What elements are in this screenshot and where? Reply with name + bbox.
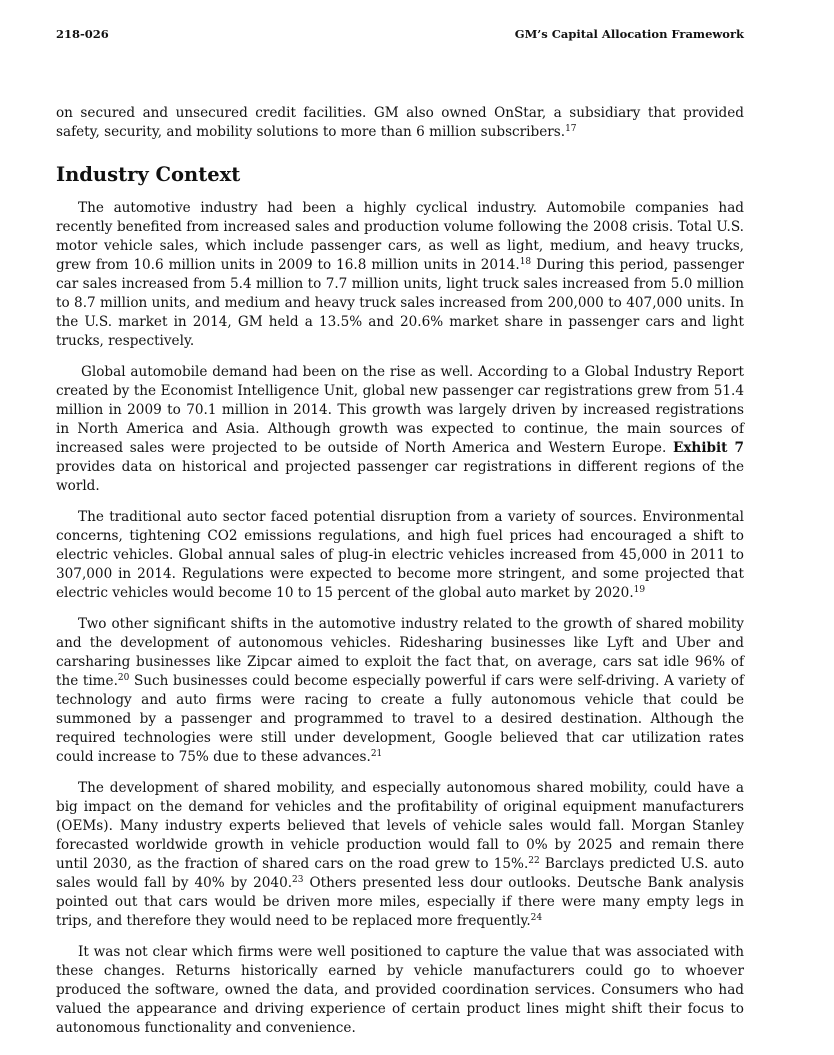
paragraph-value-capture: It was not clear which firms were well positioned to capture the value that was associated with these changes. Returns historically earned by vehicle manufacturers could go to whoever produced the software, owned the data, and provided coordination services. Consumers who had valued the appearance and driving experience of certain product lines might shift their focus to autonomous functionality and convenience. bbox=[56, 944, 744, 1036]
footnote-ref[interactable]: 18 bbox=[519, 257, 532, 267]
paragraph-cyclical: The automotive industry had been a highly cyclical industry. Automobile companies had recently benefited from increased sales and production volume following the 2008 crisis. Total U.S. motor vehicle sales, which include passenger cars, as well as light, medium, and heavy trucks, grew from 10.6 million units in 2009 to 16.8 million units in 2014.18 During this period, passenger car sales increased from 5.4 million to 7.7 million units, light truck sales increased from 5.0 million to 8.7 million units, and medium and heavy truck sales increased from 200,000 to 407,000 units. In the U.S. market in 2014, GM held a 13.5% and 20.6% market share in passenger cars and light trucks, respectively. bbox=[56, 200, 744, 349]
footnote-ref[interactable]: 22 bbox=[528, 856, 540, 866]
footnote-ref[interactable]: 17 bbox=[565, 124, 577, 134]
running-title: GM’s Capital Allocation Framework bbox=[514, 27, 744, 41]
exhibit-reference[interactable]: Exhibit 7 bbox=[672, 440, 744, 456]
paragraph-global-demand: Global automobile demand had been on the rise as well. According to a Global Industry Report created by the Economist Intelligence Unit, global new passenger car registrations grew from 51.4 million in 2009 to 70.1 million in 2014. This growth was largely driven by increased registrations in North America and Asia. Although growth was expected to continue, the main sources of increased sales were projected to be outside of North America and Western Europe. Exhibit 7 provides data on historical and projected passenger car registrations in different regions of the world. bbox=[56, 364, 744, 494]
page-header bbox=[56, 27, 744, 45]
document-body bbox=[56, 104, 744, 1050]
paragraph-shared-mobility: Two other significant shifts in the automotive industry related to the growth of shared mobility and the development of autonomous vehicles. Ridesharing businesses like Lyft and Uber and carsharing businesses like Zipcar aimed to exploit the fact that, on average, cars sat idle 96% of the time.$^{20}$ Such businesses could become especially powerful if cars were self-driving. A variety of technology and auto firms were racing to create a fully autonomous vehicle that could be summoned by a passenger and programmed to travel to a desired destination. Although the required technologies were still under development, Google believed that car utilization rates could increase to 75% due to these advances.$^{21}$ bbox=[56, 616, 744, 765]
footnote-ref[interactable]: 24 bbox=[530, 913, 543, 923]
footnote-ref[interactable]: 19 bbox=[633, 585, 646, 595]
footnote-ref[interactable]: 20 bbox=[117, 673, 130, 683]
footnote-ref[interactable]: 21 bbox=[370, 749, 383, 759]
section-heading: Industry Context bbox=[56, 163, 241, 186]
document-code: 218-026 bbox=[56, 27, 109, 41]
paragraph-continuation: on secured and unsecured credit facilities. GM also owned OnStar, a subsidiary that provided safety, security, and mobility solutions to more than 6 million subscribers.$^{17}$ bbox=[56, 105, 744, 140]
paragraph-oem-impact: The development of shared mobility, and especially autonomous shared mobility, could have a big impact on the demand for vehicles and the profitability of original equipment manufacturers (OEMs). Many industry experts believed that levels of vehicle sales would fall. Morgan Stanley forecasted worldwide growth in vehicle production would fall to 0% by 2025 and remain there until 2030, as the fraction of shared cars on the road grew to 15%.$^{22}$ Barclays predicted U.S. auto sales would fall by 40% by 2040.23 Others presented less dour outlooks. Deutsche Bank analysis pointed out that cars would be driven more miles, especially if there were many empty legs in trips, and therefore they would need to be replaced more frequently.$^{24}$ bbox=[56, 780, 744, 929]
paragraph-disruption: The traditional auto sector faced potential disruption from a variety of sources. Environmental concerns, tightening CO2 emissions regulations, and high fuel prices had encouraged a shift to electric vehicles. Global annual sales of plug-in electric vehicles increased from 45,000 in 2011 to 307,000 in 2014. Regulations were expected to become more stringent, and some projected that electric vehicles would become 10 to 15 percent of the global auto market by 2020.19 bbox=[56, 509, 744, 601]
footnote-ref[interactable]: 23 bbox=[292, 875, 304, 885]
